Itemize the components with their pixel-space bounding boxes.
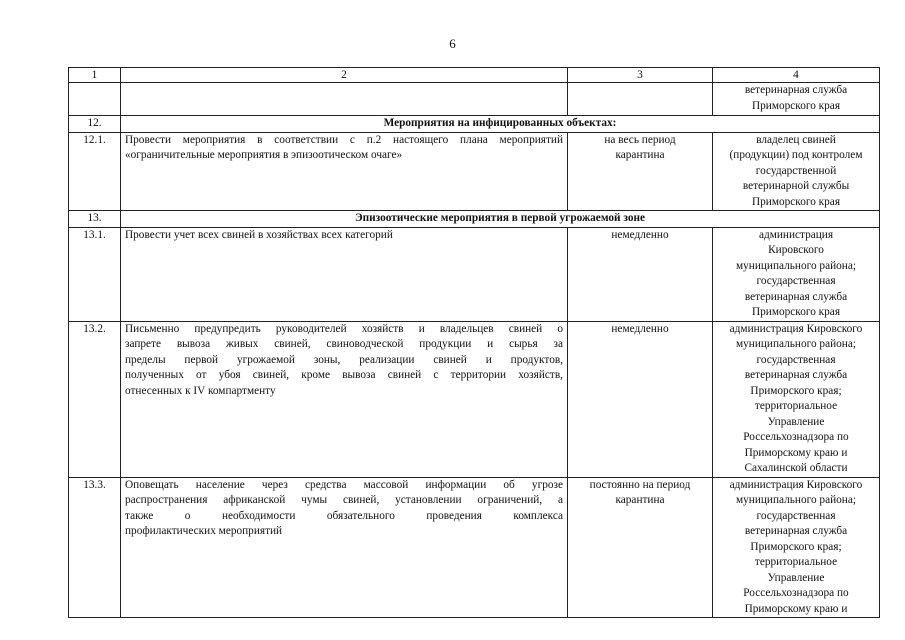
table-row: [69, 227, 880, 321]
text-line: Письменно предупредить руководителей хозяйств и владельцев свиней о: [125, 322, 563, 335]
text-line: ветеринарная служба: [744, 369, 848, 381]
text-line: администрация: [758, 228, 834, 241]
header-col-4: 4: [713, 68, 880, 83]
text-line: полученных от убоя свиней, кроме вывоза свиней с территории хозяйств,: [125, 369, 563, 381]
header-col-1: 1: [69, 68, 121, 83]
text-line: ветеринарная служба: [744, 525, 848, 537]
section-row-12: [69, 116, 880, 133]
row-responsible: [713, 227, 880, 321]
text-line: карантина: [615, 149, 665, 161]
row-responsible: [713, 83, 880, 116]
row-term: [568, 227, 713, 321]
table-row: [69, 477, 880, 618]
header-col-2: 2: [121, 68, 568, 83]
text-line: Провести учет всех свиней в хозяйствах всех категорий: [125, 228, 393, 241]
text-line: (продукции) под контролем: [729, 149, 863, 161]
section-number: 13.: [69, 211, 121, 228]
text-line: также о необходимости обязательного проведения комплекса: [125, 509, 563, 522]
text-line: Приморского края: [751, 306, 841, 318]
row-number: 13.2.: [69, 321, 121, 477]
section-title: Мероприятия на инфицированных объектах:: [121, 116, 880, 133]
text-line: государственная: [756, 353, 836, 366]
row-action: [121, 321, 568, 477]
row-term: [568, 321, 713, 477]
row-term: [568, 132, 713, 211]
text-line: муниципального района;: [735, 494, 856, 506]
text-line: государственной: [755, 164, 837, 177]
text-line: Оповещать население через средства массовой информации об угрозе: [125, 478, 563, 491]
row-number: [69, 83, 121, 116]
text-line: распространения африканской чумы свиней, установлении ограничений, а: [125, 494, 563, 506]
table-row: [69, 83, 880, 116]
text-line: администрация Кировского: [729, 322, 863, 335]
row-action: [121, 227, 568, 321]
text-line: ветеринарная служба: [744, 84, 848, 96]
text-line: на весь период: [604, 133, 676, 146]
header-col-3: 3: [568, 68, 713, 83]
text-line: Приморского края: [751, 99, 841, 112]
text-line: Приморского края;: [750, 540, 842, 553]
section-title: Эпизоотические мероприятия в первой угрожаемой зоне: [121, 211, 880, 228]
text-line: немедленно: [611, 322, 669, 335]
text-line: Приморскому краю и: [744, 602, 848, 615]
text-line: территориальное: [754, 556, 838, 568]
row-action: [121, 132, 568, 211]
row-responsible: [713, 321, 880, 477]
text-line: муниципального района;: [735, 259, 856, 272]
text-line: владелец свиней: [756, 133, 836, 146]
section-number: 12.: [69, 116, 121, 133]
page-number: 6: [449, 36, 456, 51]
text-line: Россельхознадзора по: [743, 431, 849, 443]
text-line: пределы первой угрожаемой зоны, реализации свиней и продуктов,: [125, 353, 563, 366]
text-line: карантина: [615, 494, 665, 506]
text-line: Провести мероприятия в соответствии с п.2 настоящего плана мероприятий: [125, 133, 563, 146]
table-row: [69, 321, 880, 477]
text-line: постоянно на период: [589, 478, 691, 491]
text-line: Россельхознадзора по: [743, 587, 849, 599]
table-header-row: [69, 68, 880, 83]
text-line: запрете вывоза живых свиней, свиноводческой продукции и сырья за: [125, 338, 563, 350]
text-line: государственная: [756, 509, 836, 522]
row-term: [568, 477, 713, 618]
text-line: Кировского: [768, 244, 824, 256]
text-line: профилактических мероприятий: [125, 525, 283, 537]
row-responsible: [713, 132, 880, 211]
text-line: Сахалинской области: [744, 462, 848, 474]
table-row: [69, 132, 880, 211]
text-line: Управление: [767, 415, 825, 428]
row-number: 12.1.: [69, 132, 121, 211]
text-line: Управление: [767, 571, 825, 584]
row-term: [568, 83, 713, 116]
text-line: территориальное: [754, 400, 838, 412]
row-action: [121, 477, 568, 618]
row-number: 13.3.: [69, 477, 121, 618]
text-line: «ограничительные мероприятия в эпизоотическом очаге»: [125, 149, 403, 161]
text-line: Приморского края;: [750, 384, 842, 397]
text-line: немедленно: [611, 228, 669, 241]
text-line: ветеринарной службы: [742, 180, 850, 192]
row-responsible: [713, 477, 880, 618]
text-line: муниципального района;: [735, 338, 856, 350]
text-line: ветеринарная служба: [744, 290, 848, 303]
row-number: 13.1.: [69, 227, 121, 321]
text-line: Приморского края: [751, 195, 841, 208]
text-line: отнесенных к IV компартменту: [125, 384, 276, 397]
section-row-13: [69, 211, 880, 228]
row-action: [121, 83, 568, 116]
text-line: Приморскому краю и: [744, 446, 848, 459]
text-line: государственная: [756, 275, 836, 287]
measures-table: [68, 67, 880, 618]
text-line: администрация Кировского: [729, 478, 863, 491]
